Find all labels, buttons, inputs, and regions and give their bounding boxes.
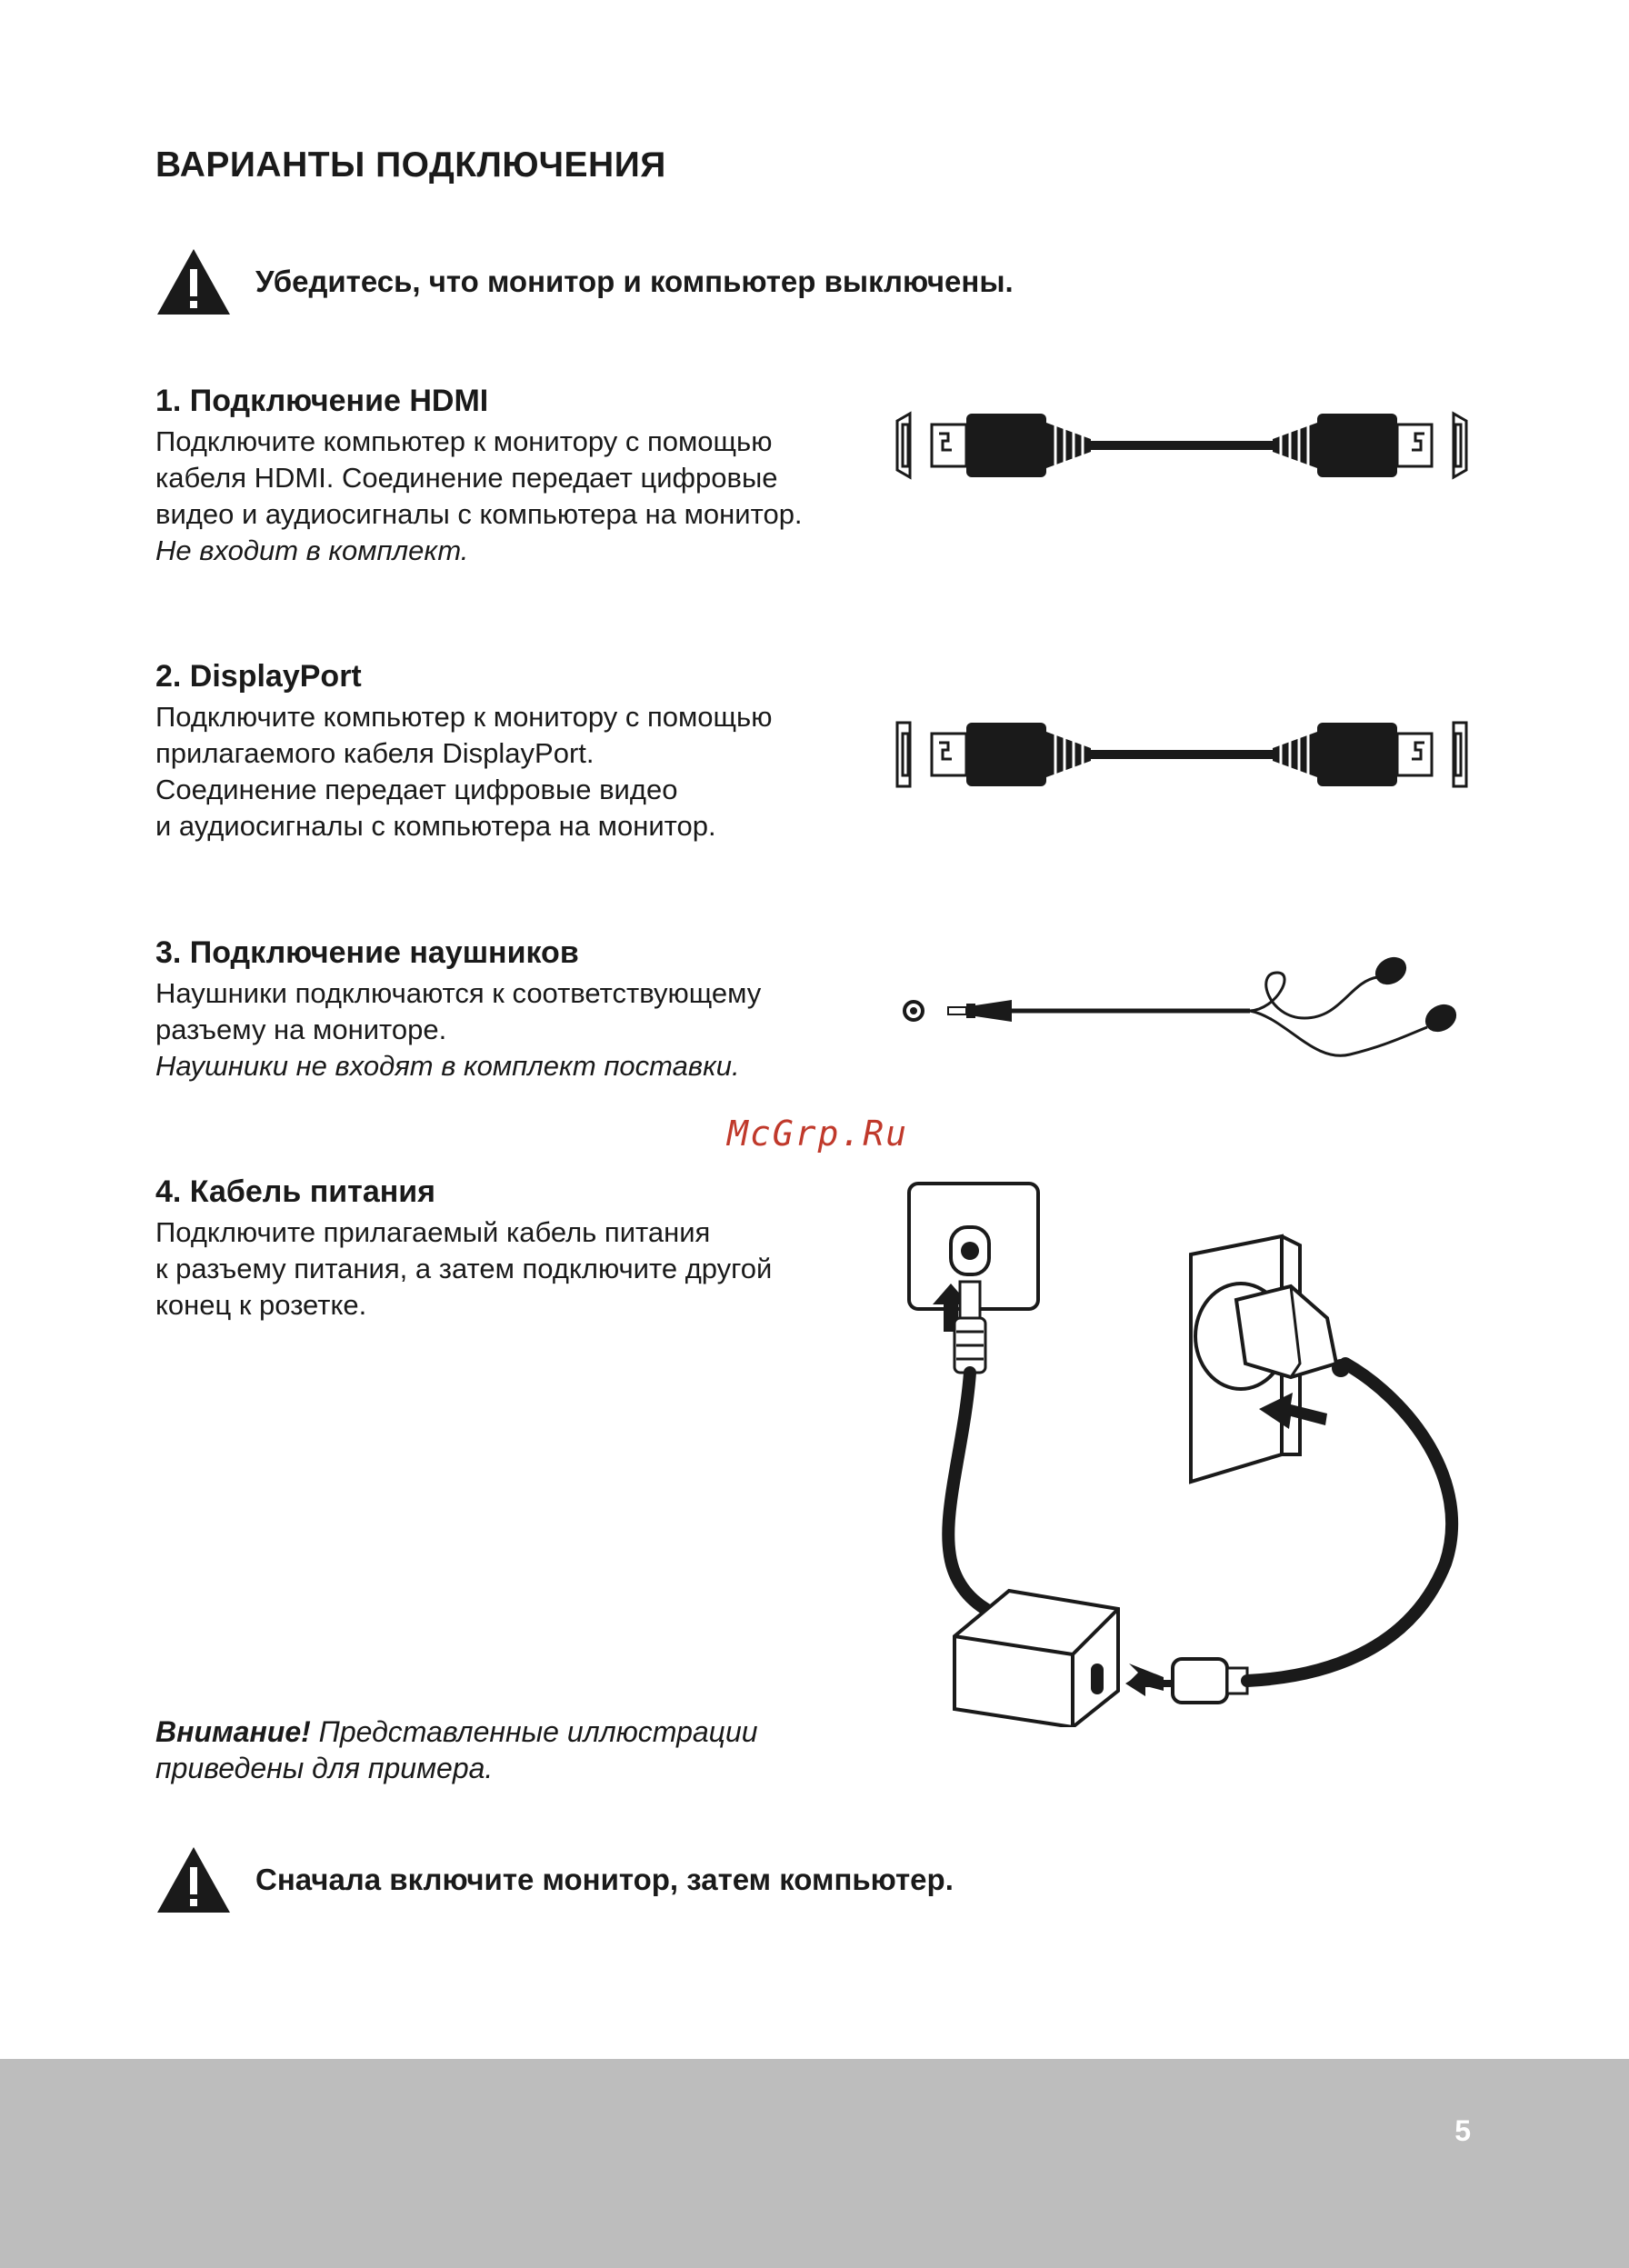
illustration-note — [155, 1713, 864, 1786]
footer-band — [0, 2059, 1629, 2268]
hdmi-cable-icon — [895, 405, 1468, 486]
section-power-title: 4. Кабель питания — [155, 1174, 436, 1209]
displayport-cable-icon — [895, 714, 1468, 795]
section-power — [155, 1173, 864, 1324]
note-bold: Внимание! — [155, 1715, 311, 1748]
warning-top-text: Убедитесь, что монитор и компьютер выключены. — [255, 265, 1014, 298]
section-hdmi-note: Не входит в комплект. — [155, 535, 469, 566]
section-hdmi-line: видео и аудиосигналы с компьютера на монитор. — [155, 498, 803, 530]
section-power-line: Подключите прилагаемый кабель питания — [155, 1216, 711, 1248]
section-power-line: конец к розетке. — [155, 1289, 367, 1321]
section-hdmi-line: кабеля HDMI. Соединение передает цифровые — [155, 462, 778, 494]
section-headphones-line: Наушники подключаются к соответствующему — [155, 977, 762, 1009]
page-number: 5 — [1454, 2114, 1471, 2147]
warning-bottom — [155, 1845, 954, 1914]
section-headphones-title: 3. Подключение наушников — [155, 935, 579, 970]
section-displayport — [155, 657, 864, 844]
section-displayport-line: Подключите компьютер к монитору с помощью — [155, 701, 773, 733]
section-displayport-title: 2. DisplayPort — [155, 659, 362, 694]
watermark: McGrp.Ru — [727, 1114, 909, 1154]
warning-top — [155, 247, 1014, 316]
section-displayport-line: Соединение передает цифровые видео — [155, 774, 678, 805]
page-title: ВАРИАНТЫ ПОДКЛЮЧЕНИЯ — [155, 145, 666, 185]
section-displayport-line: прилагаемого кабеля DisplayPort. — [155, 737, 595, 769]
warning-bottom-text: Сначала включите монитор, затем компьютер. — [255, 1863, 954, 1896]
section-power-line: к разъему питания, а затем подключите другой — [155, 1253, 773, 1284]
section-hdmi-line: Подключите компьютер к монитору с помощью — [155, 425, 773, 457]
section-hdmi-title: 1. Подключение HDMI — [155, 384, 489, 418]
headphones-icon — [895, 954, 1477, 1077]
section-headphones-line: разъему на мониторе. — [155, 1014, 447, 1045]
section-headphones — [155, 934, 864, 1084]
warning-triangle-icon — [155, 1845, 232, 1914]
section-hdmi — [155, 382, 864, 569]
warning-triangle-icon — [155, 247, 232, 316]
power-cable-icon — [900, 1182, 1482, 1727]
note-text: Представленные иллюстрации приведены для примера. — [155, 1715, 758, 1784]
section-headphones-note: Наушники не входят в комплект поставки. — [155, 1050, 740, 1082]
section-displayport-line: и аудиосигналы с компьютера на монитор. — [155, 810, 716, 842]
